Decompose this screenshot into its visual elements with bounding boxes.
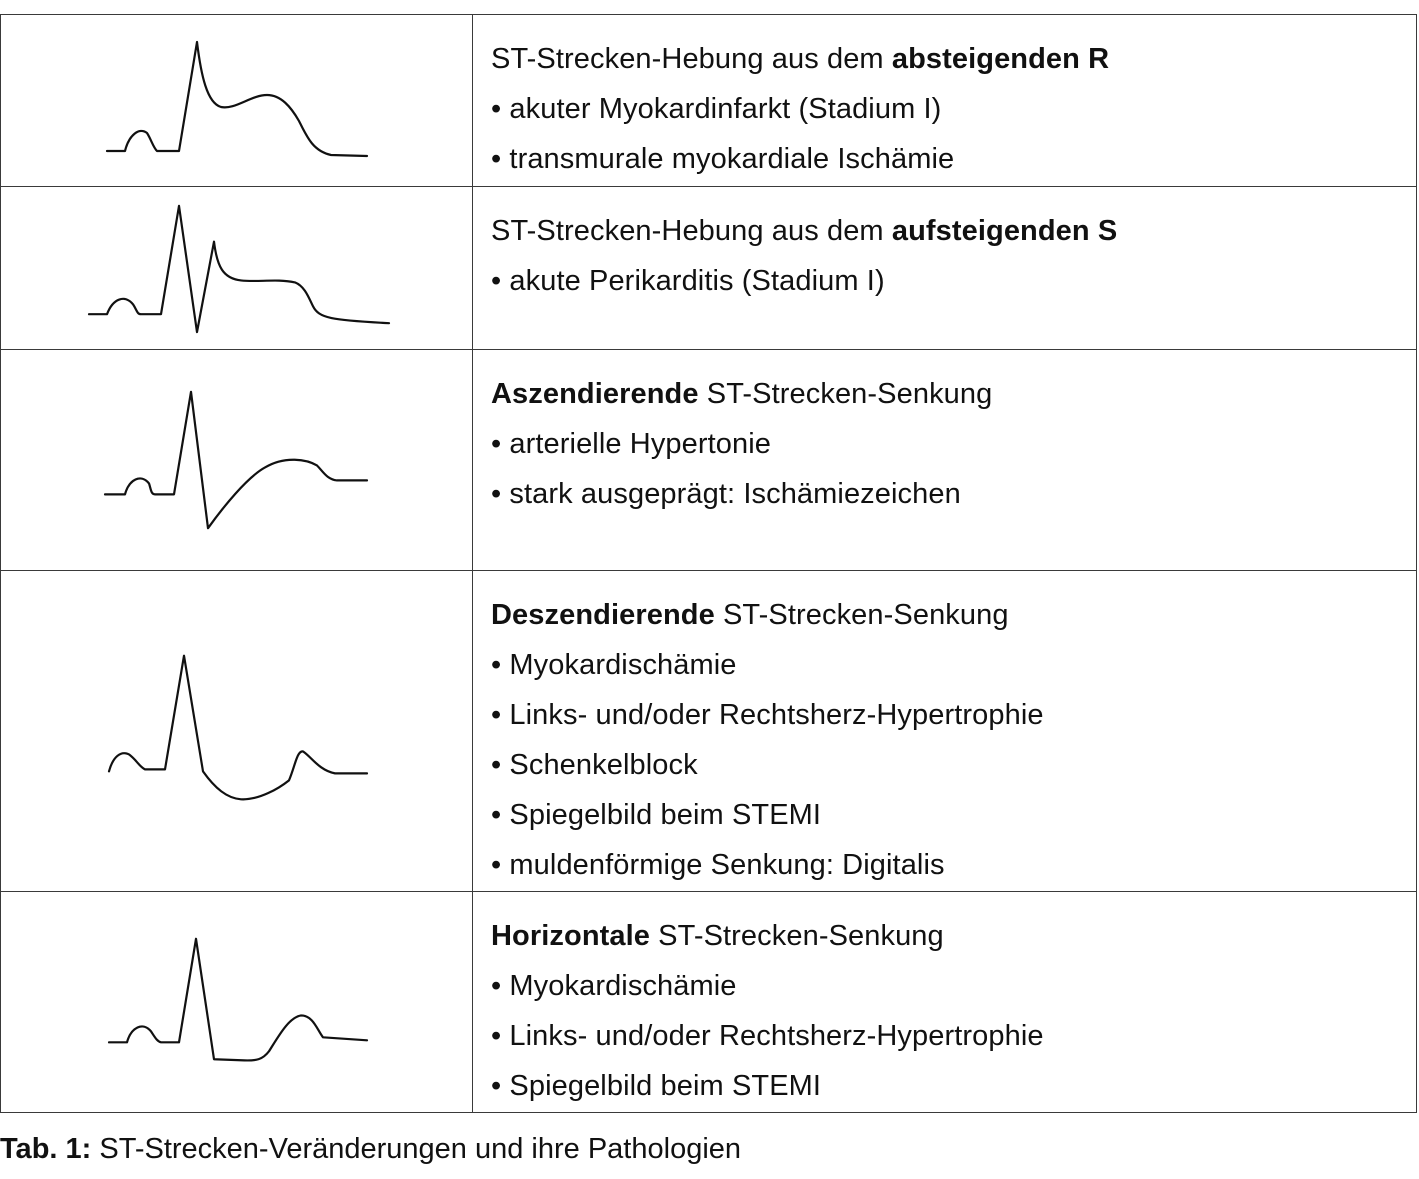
description-cell <box>473 350 1416 570</box>
row-heading: Aszendierende ST-Strecken-Senkung <box>491 378 993 410</box>
st-segment-table <box>0 14 1417 1113</box>
ecg-st-elevation-ascending-s-icon <box>1 187 473 349</box>
row-heading: ST-Strecken-Hebung aus dem absteigenden R <box>491 43 1110 75</box>
list-item: • akuter Myokardinfarkt (Stadium I) <box>491 93 942 125</box>
list-item: • Links- und/oder Rechtsherz-Hypertrophie <box>491 699 1044 731</box>
description-cell <box>473 187 1416 349</box>
table-caption <box>0 1126 741 1172</box>
list-item: • stark ausgeprägt: Ischämiezeichen <box>491 478 961 510</box>
ecg-st-elevation-descending-r-icon <box>1 15 473 186</box>
list-item: • Myokardischämie <box>491 649 737 681</box>
table-row <box>1 186 1416 349</box>
ecg-descending-st-depression-icon <box>1 571 473 891</box>
list-item: • Schenkelblock <box>491 749 698 781</box>
table-row <box>1 349 1416 570</box>
ecg-ascending-st-depression-icon <box>1 350 473 570</box>
row-heading: Horizontale ST-Strecken-Senkung <box>491 920 944 952</box>
list-item: • muldenförmige Senkung: Digitalis <box>491 849 945 881</box>
ecg-horizontal-st-depression-icon <box>1 892 473 1112</box>
waveform-cell <box>1 15 473 186</box>
row-heading: ST-Strecken-Hebung aus dem aufsteigenden S <box>491 215 1118 247</box>
list-item: • transmurale myokardiale Ischämie <box>491 143 955 175</box>
description-cell <box>473 892 1416 1112</box>
waveform-cell <box>1 187 473 349</box>
waveform-cell <box>1 350 473 570</box>
caption-label: Tab. 1: <box>0 1133 92 1165</box>
list-item: • arterielle Hypertonie <box>491 428 772 460</box>
list-item: • Links- und/oder Rechtsherz-Hypertrophie <box>491 1020 1044 1052</box>
list-item: • Myokardischämie <box>491 970 737 1002</box>
caption-text: ST-Strecken-Veränderungen und ihre Pathologien <box>91 1133 742 1165</box>
list-item: • Spiegelbild beim STEMI <box>491 799 822 831</box>
row-heading: Deszendierende ST-Strecken-Senkung <box>491 599 1009 631</box>
table-row <box>1 891 1416 1112</box>
description-cell <box>473 571 1416 891</box>
description-cell <box>473 15 1416 186</box>
list-item: • Spiegelbild beim STEMI <box>491 1070 822 1102</box>
table-row <box>1 15 1416 186</box>
waveform-cell <box>1 892 473 1112</box>
list-item: • akute Perikarditis (Stadium I) <box>491 265 885 297</box>
table-row <box>1 570 1416 891</box>
waveform-cell <box>1 571 473 891</box>
